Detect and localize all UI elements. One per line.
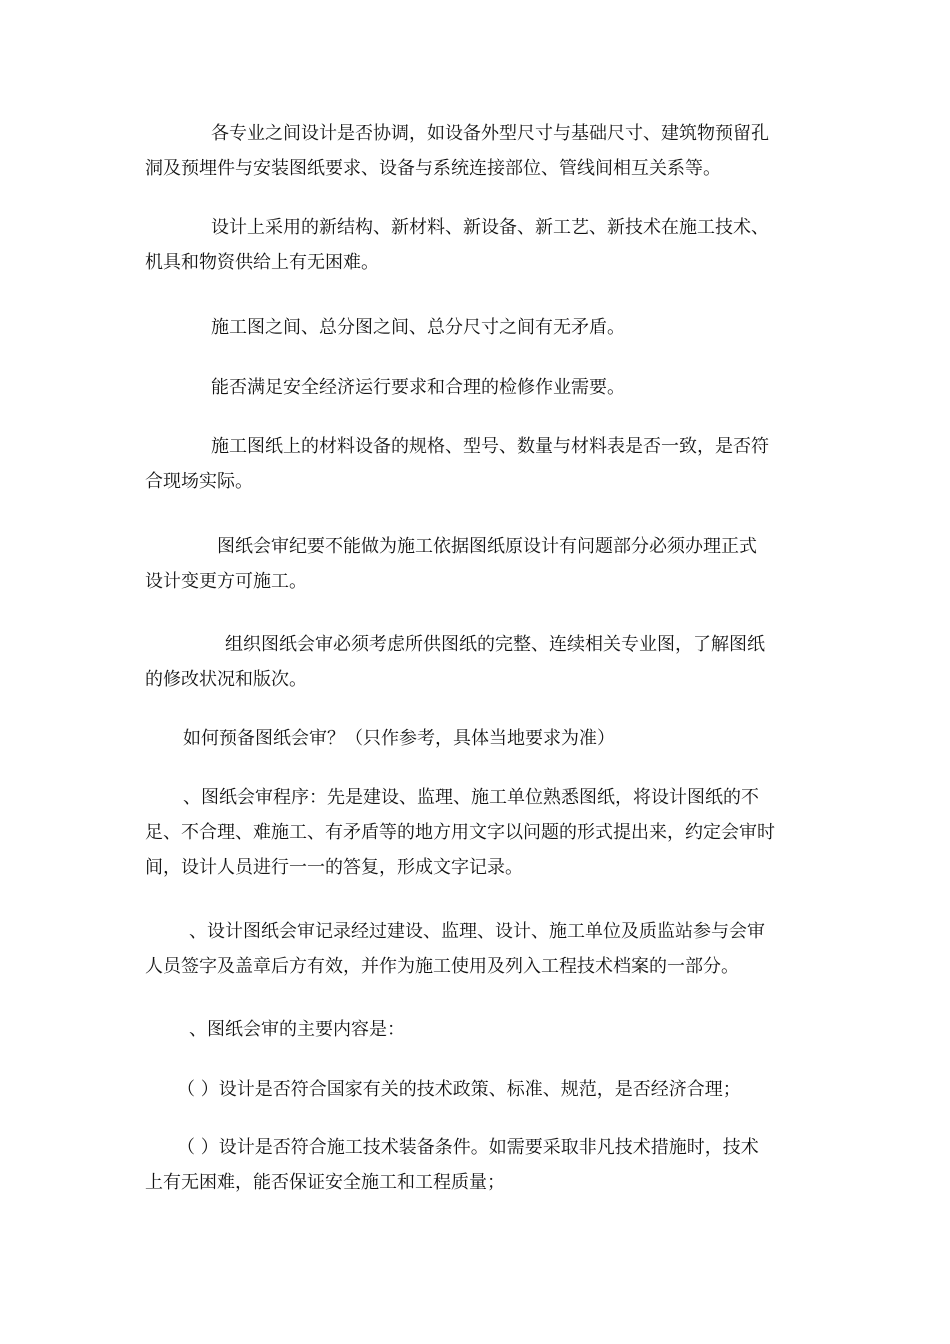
paragraph-coordination bbox=[145, 116, 810, 186]
text-line: 的修改状况和版次。 bbox=[145, 669, 307, 690]
paragraph-new-technology bbox=[145, 210, 810, 280]
text-line: 洞及预埋件与安装图纸要求、设备与系统连接部位、管线间相互关系等。 bbox=[145, 158, 721, 179]
text-line: 人员签字及盖章后方有效，并作为施工使用及列入工程技术档案的一部分。 bbox=[145, 956, 739, 977]
paragraph-review-record bbox=[145, 914, 810, 984]
text-line: 设计变更方可施工。 bbox=[145, 571, 307, 592]
text-line: （ ）设计是否符合施工技术装备条件。如需要采取非凡技术措施时，技术 bbox=[177, 1137, 759, 1158]
text-line: 足、不合理、难施工、有矛盾等的地方用文字以问题的形式提出来，约定会审时 bbox=[145, 822, 775, 843]
text-line: 、图纸会审的主要内容是： bbox=[189, 1019, 405, 1040]
text-line: 、图纸会审程序：先是建设、监理、施工单位熟悉图纸，将设计图纸的不 bbox=[183, 787, 759, 808]
paragraph-review-minutes bbox=[145, 529, 810, 599]
text-line: 施工图纸上的材料设备的规格、型号、数量与材料表是否一致，是否符 bbox=[211, 436, 769, 457]
paragraph-main-content-heading bbox=[145, 1012, 810, 1047]
text-line: 设计上采用的新结构、新材料、新设备、新工艺、新技术在施工技术、 bbox=[211, 217, 769, 238]
text-line: 机具和物资供给上有无困难。 bbox=[145, 252, 379, 273]
paragraph-material-specs bbox=[145, 429, 810, 499]
text-line: （ ）设计是否符合国家有关的技术政策、标准、规范，是否经济合理； bbox=[177, 1079, 741, 1100]
text-line: 图纸会审纪要不能做为施工依据图纸原设计有问题部分必须办理正式 bbox=[217, 536, 757, 557]
text-line: 如何预备图纸会审？（只作参考，具体当地要求为准） bbox=[183, 728, 615, 749]
paragraph-drawing-contradictions bbox=[145, 310, 810, 345]
paragraph-organize-review bbox=[145, 627, 810, 697]
paragraph-review-procedure bbox=[145, 780, 810, 885]
text-line: 组织图纸会审必须考虑所供图纸的完整、连续相关专业图，了解图纸 bbox=[225, 634, 765, 655]
paragraph-safety-operation bbox=[145, 370, 810, 405]
list-item-national-policy bbox=[145, 1072, 810, 1107]
text-line: 、设计图纸会审记录经过建设、监理、设计、施工单位及质监站参与会审 bbox=[189, 921, 765, 942]
list-item-construction-equipment bbox=[145, 1130, 810, 1200]
text-line: 合现场实际。 bbox=[145, 471, 253, 492]
text-line: 施工图之间、总分图之间、总分尺寸之间有无矛盾。 bbox=[211, 317, 625, 338]
text-line: 各专业之间设计是否协调，如设备外型尺寸与基础尺寸、建筑物预留孔 bbox=[211, 123, 769, 144]
section-heading-prepare-review bbox=[145, 721, 810, 756]
text-line: 能否满足安全经济运行要求和合理的检修作业需要。 bbox=[211, 377, 625, 398]
text-line: 上有无困难，能否保证安全施工和工程质量； bbox=[145, 1172, 505, 1193]
text-line: 间，设计人员进行一一的答复，形成文字记录。 bbox=[145, 857, 523, 878]
